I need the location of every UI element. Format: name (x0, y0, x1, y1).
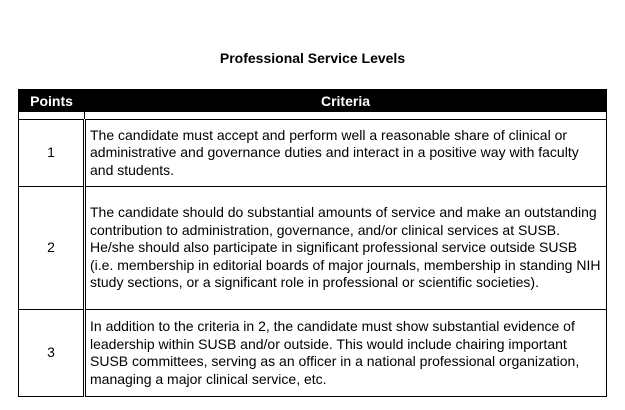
criteria-column-header: Criteria (85, 90, 607, 112)
points-cell: 1 (19, 120, 85, 187)
spacer-cell (19, 112, 85, 120)
table-row (19, 187, 607, 310)
table-spacer-row (19, 112, 607, 120)
table-header-row (19, 90, 607, 112)
points-column-header: Points (19, 90, 85, 112)
table-row (19, 310, 607, 397)
criteria-cell: The candidate should do substantial amounts of service and make an outstanding contribution to administration, governance, and/or clinical services at SUSB. He/she should also participate in significant professional service outside SUSB (i.e. membership in editorial boards of major journals, membership in standing NIH study sections, or a significant role in professional or scientific societies). (85, 187, 607, 310)
criteria-cell: The candidate must accept and perform well a reasonable share of clinical or administrative and governance duties and interact in a positive way with faculty and students. (85, 120, 607, 187)
spacer-cell (85, 112, 607, 120)
points-cell: 2 (19, 187, 85, 310)
service-levels-table (18, 89, 607, 397)
table-row (19, 120, 607, 187)
page-title: Professional Service Levels (219, 50, 406, 66)
points-cell: 3 (19, 310, 85, 397)
criteria-cell: In addition to the criteria in 2, the candidate must show substantial evidence of leadership within SUSB and/or outside. This would include chairing important SUSB committees, serving as an officer in a national professional organization, managing a major clinical service, etc. (85, 310, 607, 397)
